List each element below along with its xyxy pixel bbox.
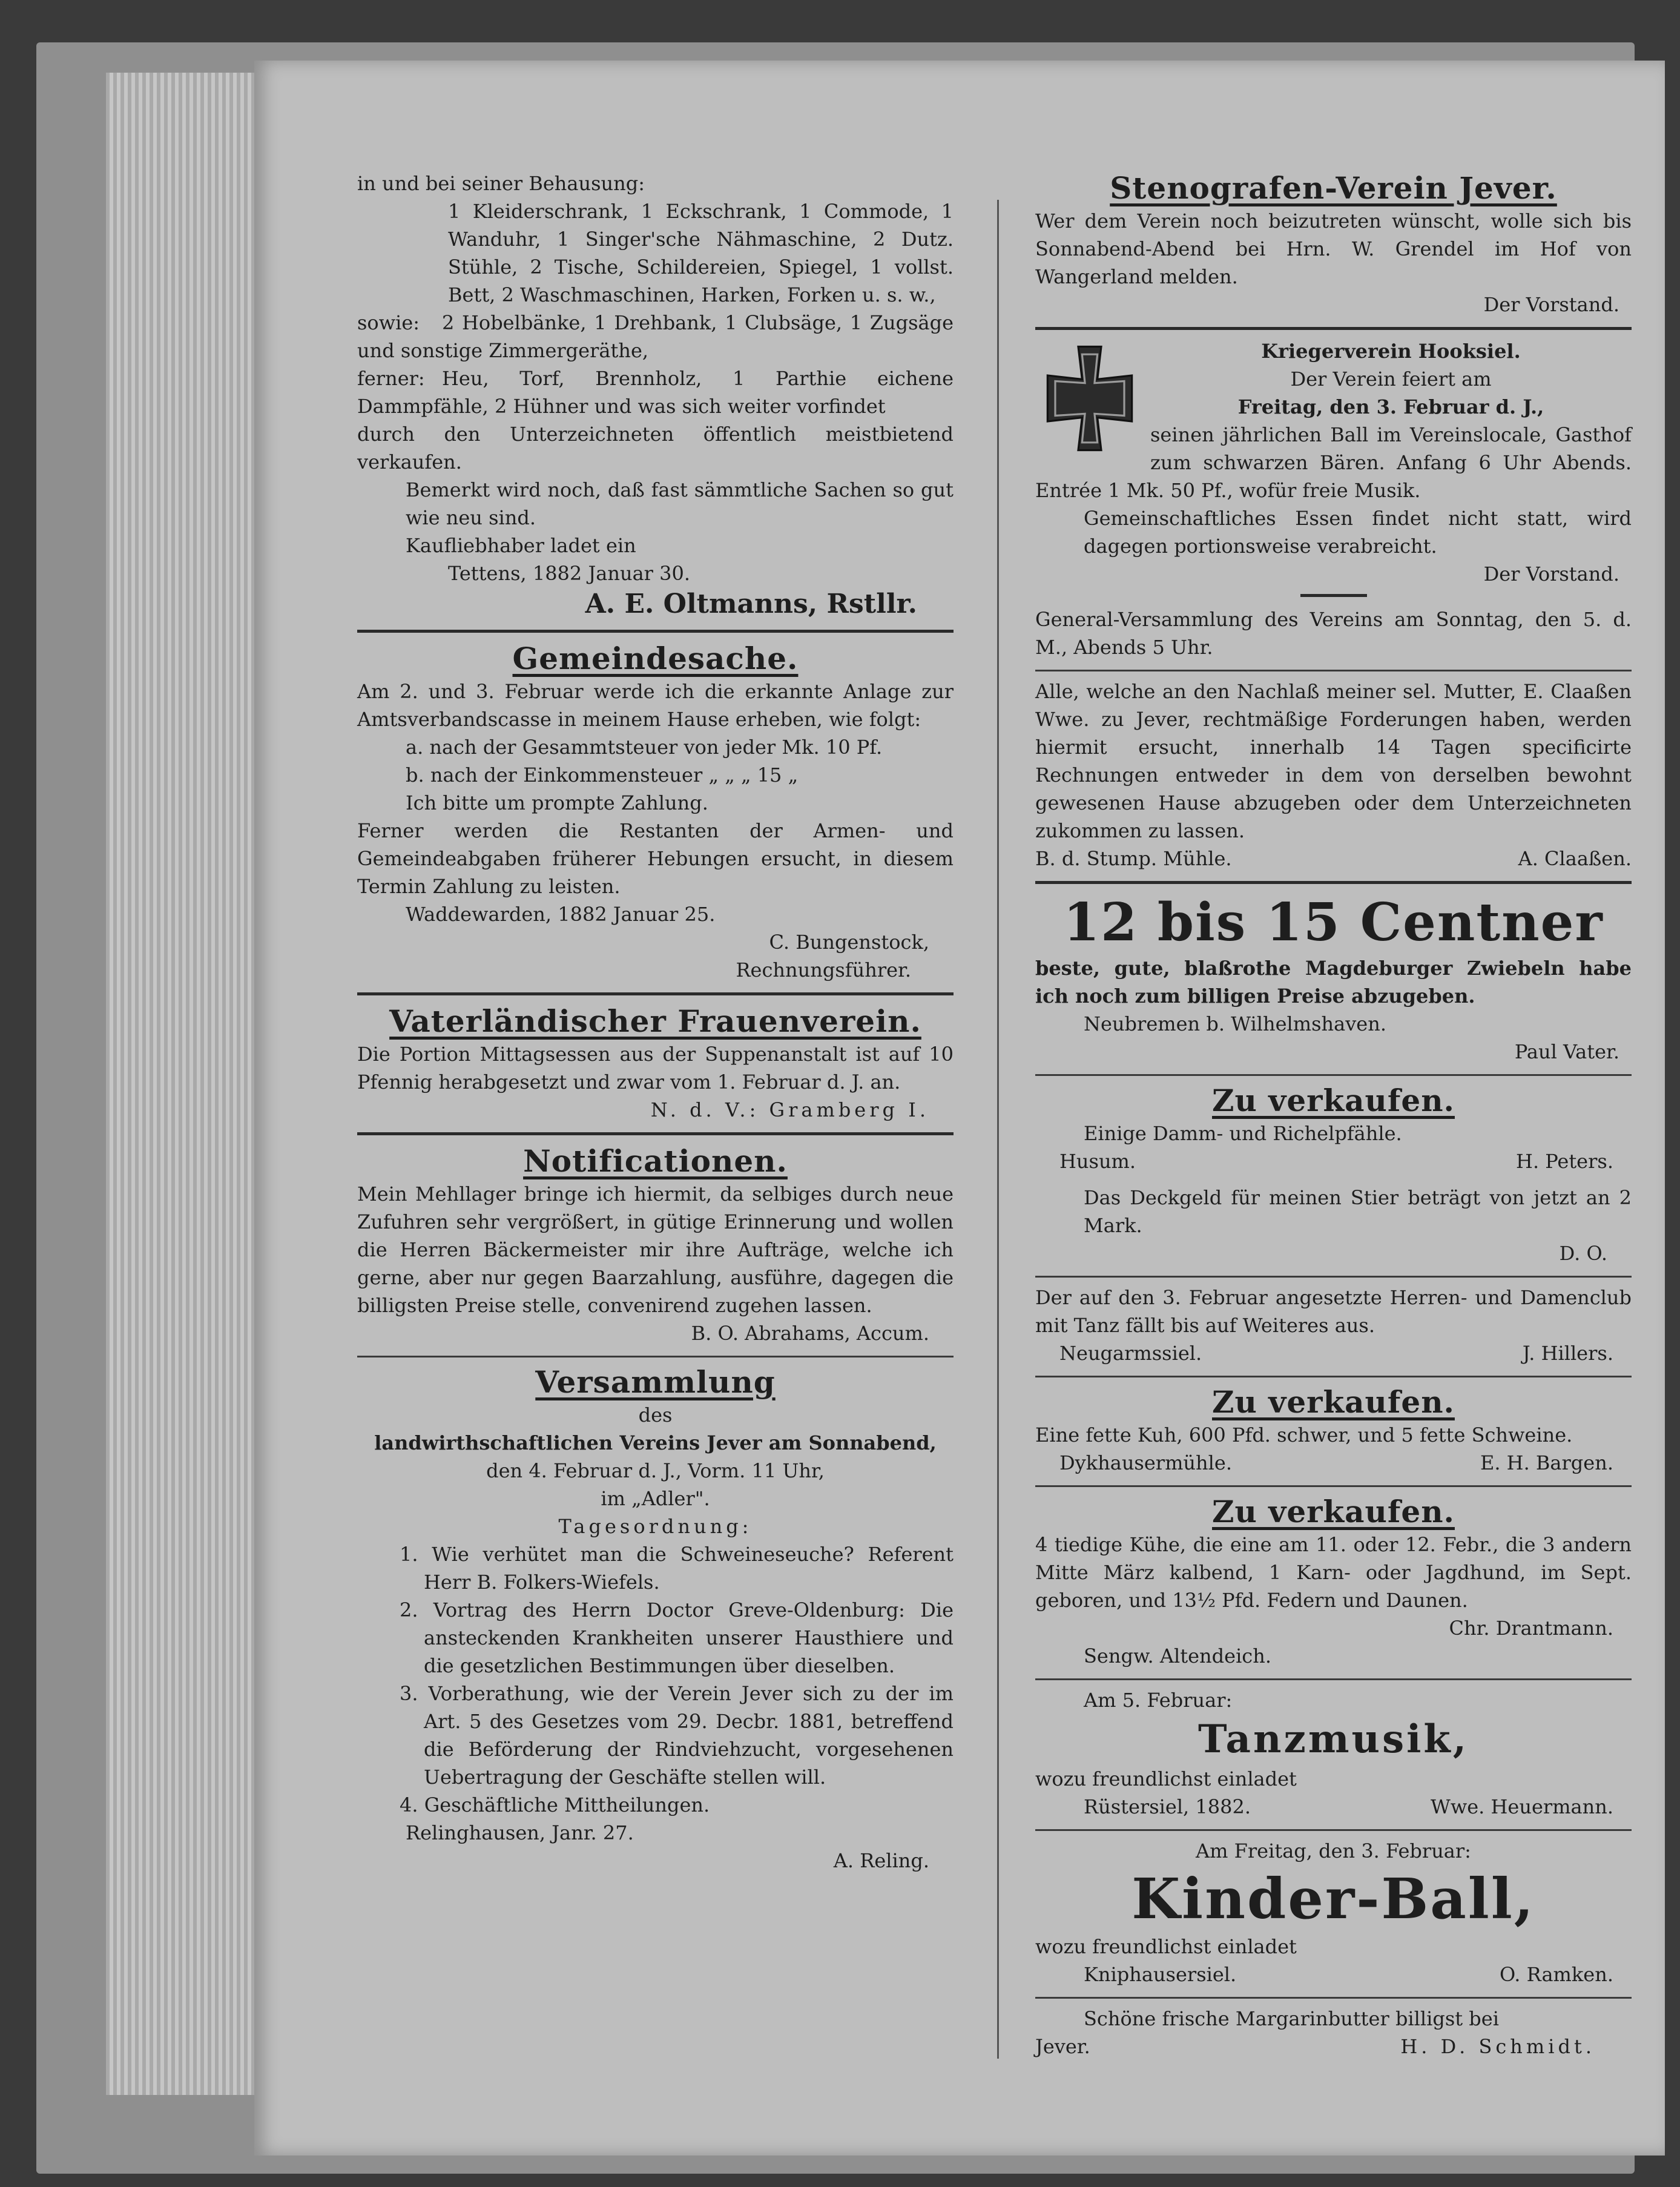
auction-intro: in und bei seiner Behausung: — [357, 172, 645, 195]
divider-rule — [1035, 1829, 1632, 1831]
sale1-signature: H. Peters. — [1516, 1150, 1613, 1173]
notifications-signature: B. O. Abrahams, Accum. — [691, 1322, 929, 1345]
divider-rule — [1035, 670, 1632, 671]
sale3-place: Sengw. Altendeich. — [1084, 1644, 1271, 1667]
kinderball-footer — [1035, 1961, 1632, 1988]
tanz-signature: Wwe. Heuermann. — [1430, 1795, 1613, 1818]
divider-rule — [1035, 1678, 1632, 1680]
newspaper-page — [254, 61, 1665, 2156]
margarine-place: Jever. — [1035, 2035, 1090, 2058]
zwiebeln-body: beste, gute, blaßrothe Magdeburger Zwiebeln habe ich noch zum billigen Preise abzugeben. — [1035, 957, 1632, 1008]
left-column — [357, 170, 954, 1883]
versammlung-place-date: Relinghausen, Janr. 27. — [406, 1821, 634, 1844]
gemeinde-request: Ich bitte um prompte Zahlung. — [406, 791, 708, 814]
gemeinde-body: Ferner werden die Restanten der Armen- und Gemeindeabgaben früherer Hebungen ersucht, in diesem Termin Zahlung zu leisten. — [357, 819, 954, 898]
gemeinde-title: Gemeindesache. — [512, 641, 799, 676]
sale2-place: Dykhausermühle. — [1059, 1451, 1232, 1474]
sale1-ad — [1035, 1082, 1632, 1175]
auction-ferner-text: Heu, Torf, Brennholz, 1 Parthie eichene Dammpfähle, 2 Hühner und was sich weiter vorfindet — [357, 367, 954, 418]
zwiebeln-headline: 12 bis 15 Centner — [1063, 892, 1604, 953]
gemeinde-signature: C. Bungenstock, — [769, 931, 929, 954]
divider-rule — [357, 1132, 954, 1135]
damenclub-ad — [1035, 1284, 1632, 1367]
auction-body: durch den Unterzeichneten öffentlich meistbietend verkaufen. — [357, 423, 954, 473]
divider-rule — [1035, 1376, 1632, 1377]
divider-rule — [357, 992, 954, 995]
versammlung-line3: im „Adler". — [601, 1487, 710, 1510]
damenclub-body: Der auf den 3. Februar angesetzte Herren- und Damenclub mit Tanz fällt bis auf Weiteres aus. — [1035, 1286, 1632, 1337]
sale3-ad — [1035, 1493, 1632, 1670]
gemeinde-place-date: Waddewarden, 1882 Januar 25. — [406, 903, 716, 926]
frauenverein-signature: N. d. V.: Gramberg I. — [650, 1098, 929, 1121]
damenclub-signature: J. Hillers. — [1522, 1342, 1613, 1365]
divider-rule — [1035, 1485, 1632, 1487]
zwiebeln-place: Neubremen b. Wilhelmshaven. — [1084, 1012, 1386, 1035]
versammlung-line1: landwirthschaftlichen Vereins Jever am Sonnabend, — [374, 1431, 937, 1454]
sale3-title: Zu verkaufen. — [1212, 1494, 1455, 1529]
margarine-footer — [1035, 2033, 1632, 2060]
damenclub-place: Neugarmssiel. — [1059, 1342, 1202, 1365]
agenda-item: 3. Vorberathung, wie der Verein Jever sich zu der im Art. 5 des Gesetzes vom 29. Decbr. 1881, betreffend die Beförderung der Rindviehzucht, vorgesehenen Uebertragung der Geschäfte stellen will. — [400, 1682, 954, 1789]
nachlass-place: B. d. Stump. Mühle. — [1035, 847, 1232, 870]
notifications-body: Mein Mehllager bringe ich hiermit, da selbiges durch neue Zufuhren sehr vergrößert, in gütige Erinnerung und wollen die Herren Bäckermeister mir ihre Aufträge, welche ich gerne, aber nur gegen Baarzahlung, ausführe, dagegen die billigsten Preise stelle, convenirend zugehen lassen. — [357, 1183, 954, 1317]
sale1-body: Einige Damm- und Richelpfähle. — [1084, 1122, 1402, 1145]
krieger-line2: Freitag, den 3. Februar d. J., — [1237, 395, 1544, 418]
gemeinde-role: Rechnungsführer. — [736, 958, 911, 981]
auction-ferner-label: ferner: — [357, 367, 425, 390]
tanz-ad — [1035, 1686, 1632, 1821]
steno-ad — [1035, 170, 1632, 318]
margarine-ad — [1035, 2005, 1632, 2060]
nachlass-ad — [1035, 678, 1632, 872]
divider-rule — [1035, 1074, 1632, 1076]
krieger-ad — [1035, 337, 1632, 661]
gemeinde-ad — [357, 640, 954, 984]
versammlung-line2: den 4. Februar d. J., Vorm. 11 Uhr, — [486, 1459, 825, 1482]
zwiebeln-signature: Paul Vater. — [1514, 1040, 1619, 1063]
auction-invite: Kaufliebhaber ladet ein — [406, 534, 636, 557]
frauenverein-ad — [357, 1003, 954, 1124]
krieger-body: seinen jährlichen Ball im Vereinslocale, Gasthof zum schwarzen Bären. Anfang 6 Uhr Abends. Entrée 1 Mk. 50 Pf., wofür freie Musik. — [1035, 423, 1632, 502]
margarine-body: Schöne frische Margarinbutter billigst bei — [1084, 2007, 1499, 2030]
tanz-invite: wozu freundlichst einladet — [1035, 1767, 1297, 1790]
kinderball-place: Kniphausersiel. — [1084, 1963, 1237, 1986]
auction-sowie-label: sowie: — [357, 311, 420, 334]
gemeinde-item-b: b. nach der Einkommensteuer „ „ „ 15 „ — [406, 764, 799, 787]
kinderball-date: Am Freitag, den 3. Februar: — [1196, 1839, 1471, 1862]
auction-ferner — [357, 364, 954, 420]
short-rule — [1300, 594, 1367, 597]
divider-rule — [1035, 327, 1632, 330]
nachlass-signature: A. Claaßen. — [1518, 847, 1632, 870]
krieger-title: Kriegerverein Hooksiel. — [1261, 340, 1521, 363]
sale3-body: 4 tiedige Kühe, die eine am 11. oder 12. Febr., die 3 andern Mitte März kalbend, 1 Karn- oder Jagdhund, im Sept. geboren, und 13½ Pfd. Federn und Daunen. — [1035, 1533, 1632, 1612]
versammlung-ad — [357, 1364, 954, 1875]
versammlung-des: des — [638, 1404, 673, 1427]
auction-place-date: Tettens, 1882 Januar 30. — [448, 562, 690, 585]
sale1-title: Zu verkaufen. — [1212, 1083, 1455, 1118]
krieger-signature: Der Vorstand. — [1483, 562, 1619, 586]
steno-signature: Der Vorstand. — [1483, 293, 1619, 316]
auction-sowie-text: 2 Hobelbänke, 1 Drehbank, 1 Clubsäge, 1 Zugsäge und sonstige Zimmergeräthe, — [357, 311, 954, 362]
sale1-place: Husum. — [1059, 1150, 1136, 1173]
zwiebeln-ad — [1035, 891, 1632, 1066]
notifications-ad — [357, 1143, 954, 1347]
frauenverein-body: Die Portion Mittagsessen aus der Suppenanstalt ist auf 10 Pfennig herabgesetzt und zwar vom 1. Februar d. J. an. — [357, 1043, 954, 1094]
sale2-ad — [1035, 1384, 1632, 1477]
column-divider — [997, 200, 999, 2059]
divider-rule — [1035, 1276, 1632, 1278]
tanz-place-date: Rüstersiel, 1882. — [1084, 1795, 1251, 1818]
deckgeld-ad — [1035, 1184, 1632, 1267]
krieger-note: Gemeinschaftliches Essen findet nicht statt, wird dagegen portionsweise verabreicht. — [1084, 507, 1632, 558]
agenda-item: 1. Wie verhütet man die Schweineseuche? Referent Herr B. Folkers-Wiefels. — [400, 1543, 954, 1594]
sale2-title: Zu verkaufen. — [1212, 1384, 1455, 1420]
sale2-signature: E. H. Bargen. — [1480, 1451, 1613, 1474]
right-column — [1035, 170, 1632, 2069]
tanz-date: Am 5. Februar: — [1084, 1689, 1233, 1712]
versammlung-signature: A. Reling. — [833, 1849, 929, 1872]
sale2-footer — [1035, 1449, 1632, 1477]
notifications-title: Notificationen. — [523, 1143, 788, 1179]
tanz-footer — [1035, 1793, 1632, 1821]
deckgeld-body: Das Deckgeld für meinen Stier beträgt von jetzt an 2 Mark. — [1084, 1186, 1632, 1237]
krieger-line1: Der Verein feiert am — [1290, 368, 1492, 391]
krieger-general: General-Versammlung des Vereins am Sonntag, den 5. d. M., Abends 5 Uhr. — [1035, 608, 1632, 659]
gemeinde-intro: Am 2. und 3. Februar werde ich die erkannte Anlage zur Amtsverbandscasse in meinem Hause erheben, wie folgt: — [357, 680, 954, 731]
kinderball-invite: wozu freundlichst einladet — [1035, 1935, 1297, 1958]
kinderball-signature: O. Ramken. — [1499, 1963, 1613, 1986]
agenda-item: 2. Vortrag des Herrn Doctor Greve-Oldenburg: Die ansteckenden Krankheiten unserer Hausthiere und die gesetzlichen Bestimmungen über dieselben. — [400, 1598, 954, 1677]
auction-items: 1 Kleiderschrank, 1 Eckschrank, 1 Commode, 1 Wanduhr, 1 Singer'sche Nähmaschine, 2 Dutz. Stühle, 2 Tische, Schildereien, Spiegel, 1 vollst. Bett, 2 Waschmaschinen, Harken, Forken u. s. w., — [448, 200, 954, 306]
versammlung-agenda — [357, 1540, 954, 1819]
sale2-body: Eine fette Kuh, 600 Pfd. schwer, und 5 fette Schweine. — [1035, 1423, 1573, 1446]
kinderball-title: Kinder-Ball, — [1132, 1866, 1535, 1931]
versammlung-title: Versammlung — [535, 1364, 776, 1400]
nachlass-footer — [1035, 845, 1632, 872]
divider-rule — [357, 1356, 954, 1357]
auction-sowie — [357, 309, 954, 364]
divider-rule — [357, 630, 954, 633]
versammlung-agenda-title: Tagesordnung: — [558, 1515, 753, 1538]
iron-cross-icon — [1041, 341, 1138, 456]
sale1-footer — [1035, 1147, 1632, 1175]
damenclub-footer — [1035, 1339, 1632, 1367]
divider-rule — [1035, 881, 1632, 884]
kinderball-ad — [1035, 1837, 1632, 1988]
deckgeld-signature: D. O. — [1559, 1242, 1607, 1265]
steno-body: Wer dem Verein noch beizutreten wünscht, wolle sich bis Sonnabend-Abend bei Hrn. W. Grendel im Hof von Wangerland melden. — [1035, 209, 1632, 288]
gemeinde-item-a: a. nach der Gesammtsteuer von jeder Mk. 10 Pf. — [406, 736, 883, 759]
agenda-item: 4. Geschäftliche Mittheilungen. — [400, 1793, 710, 1816]
steno-title: Stenografen-Verein Jever. — [1110, 170, 1557, 206]
auction-ad — [357, 170, 954, 621]
tanz-title: Tanzmusik, — [1197, 1717, 1469, 1762]
nachlass-body: Alle, welche an den Nachlaß meiner sel. Mutter, E. Claaßen Wwe. zu Jever, rechtmäßige Forderungen haben, werden hiermit ersucht, innerhalb 14 Tagen specificirte Rechnungen entweder in dem von derselben bewohnt gewesenen Hause abzugeben oder dem Unterzeichneten zukommen zu lassen. — [1035, 680, 1632, 842]
sale3-signature: Chr. Drantmann. — [1449, 1617, 1613, 1640]
frauenverein-title: Vaterländischer Frauenverein. — [389, 1003, 921, 1039]
margarine-signature: H. D. Schmidt. — [1400, 2035, 1595, 2058]
auction-note: Bemerkt wird noch, daß fast sämmtliche Sachen so gut wie neu sind. — [406, 478, 954, 529]
auction-signature: A. E. Oltmanns, Rstllr. — [585, 589, 917, 619]
divider-rule — [1035, 1997, 1632, 1999]
